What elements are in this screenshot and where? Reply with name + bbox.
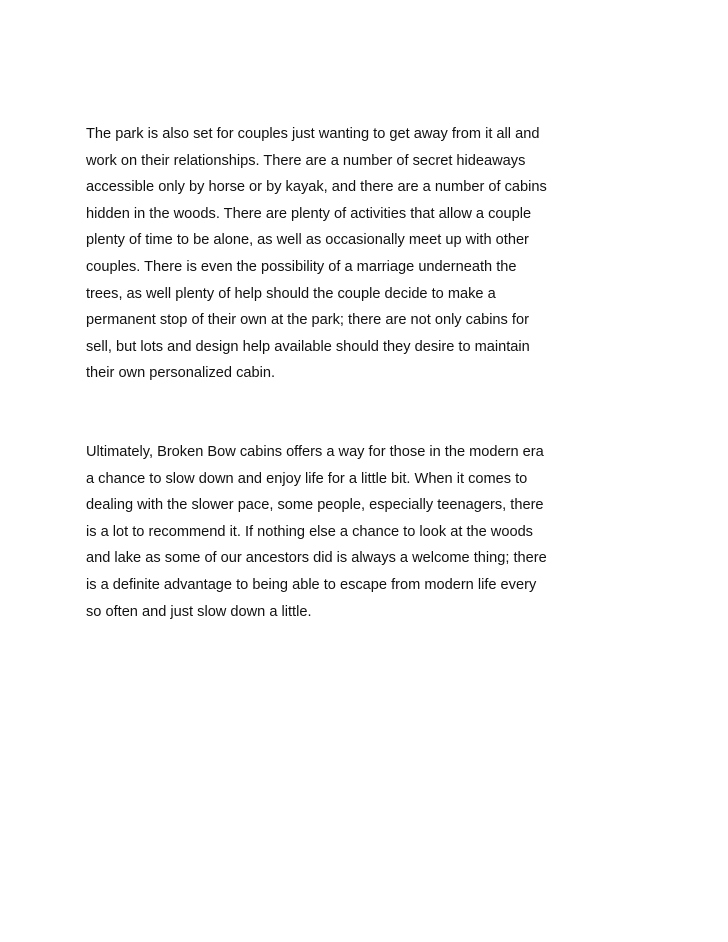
paragraph-spacer [86,387,656,439]
paragraph-line: so often and just slow down a little. [86,603,312,620]
paragraph-line: is a lot to recommend it. If nothing else a chance to look at the woods [86,523,533,540]
paragraph-line: work on their relationships. There are a number of secret hideaways [86,152,526,169]
paragraph-1 [86,121,656,387]
paragraph-line: sell, but lots and design help available should they desire to maintain [86,338,530,355]
paragraph-line: plenty of time to be alone, as well as occasionally meet up with other [86,232,529,249]
paragraph-line: couples. There is even the possibility of a marriage underneath the [86,258,517,275]
document-body [86,121,656,625]
paragraph-line: The park is also set for couples just wanting to get away from it all and [86,126,540,142]
paragraph-line: permanent stop of their own at the park; there are not only cabins for [86,312,529,329]
paragraph-line: hidden in the woods. There are plenty of activities that allow a couple [86,205,532,222]
paragraph-line: accessible only by horse or by kayak, and there are a number of cabins [86,179,547,196]
paragraph-line: is a definite advantage to being able to escape from modern life every [86,576,537,593]
paragraph-line: a chance to slow down and enjoy life for a little bit. When it comes to [86,470,528,487]
paragraph-line: Ultimately, Broken Bow cabins offers a way for those in the modern era [86,443,544,460]
paragraph-line: trees, as well plenty of help should the couple decide to make a [86,285,496,302]
paragraph-2 [86,439,656,625]
paragraph-line: dealing with the slower pace, some people, especially teenagers, there [86,497,544,514]
paragraph-line: and lake as some of our ancestors did is always a welcome thing; there [86,550,547,567]
paragraph-line: their own personalized cabin. [86,365,276,382]
